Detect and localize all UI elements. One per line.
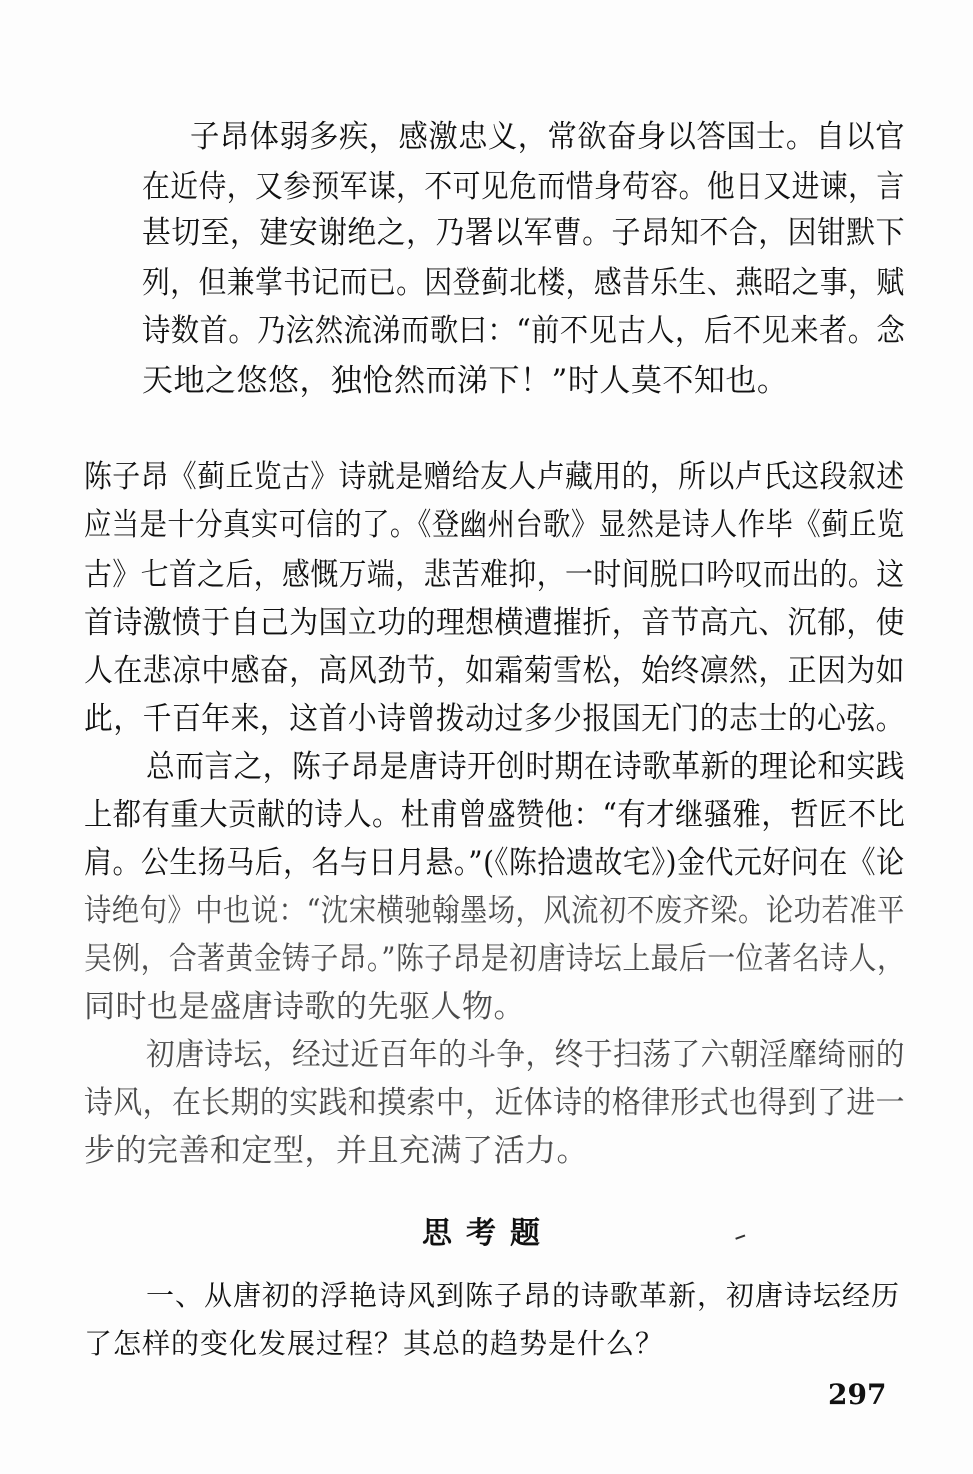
text-line: 总而言之，陈子昂是唐诗开创时期在诗歌革新的理论和实践 xyxy=(146,749,905,785)
text-line: 人在悲凉中感奋，高风劲节，如霜菊雪松，始终凛然，正因为如 xyxy=(84,653,905,689)
text-line: 肩。公生扬马后，名与日月悬。”(《陈拾遗故宅》)金代元好问在《论 xyxy=(84,845,905,881)
text-line: 上都有重大贡献的诗人。杜甫曾盛赞他：“有才继骚雅，哲匠不比 xyxy=(84,797,906,833)
text-line: 诗绝句》中也说：“沈宋横驰翰墨场，风流初不废齐梁。论功若准平 xyxy=(84,893,905,929)
text-line: 吴例，合著黄金铸子昂。”陈子昂是初唐诗坛上最后一位著名诗人， xyxy=(84,941,906,977)
quote-line: 诗数首。乃泫然流涕而歌曰：“前不见古人，后不见来者。念 xyxy=(142,313,906,349)
quote-line: 在近侍，又参预军谋，不可见危而惜身苟容。他日又进谏，言 xyxy=(142,169,905,205)
text-line: 初唐诗坛，经过近百年的斗争，终于扫荡了六朝淫靡绮丽的 xyxy=(146,1037,905,1073)
text-line: 此，千百年来，这首小诗曾拨动过多少报国无门的志士的心弦。 xyxy=(84,701,905,737)
quote-line: 列，但兼掌书记而已。因登蓟北楼，感昔乐生、燕昭之事，赋 xyxy=(142,265,905,301)
text-line: 步的完善和定型，并且充满了活力。 xyxy=(84,1133,588,1169)
question-line: 一、从唐初的浮艳诗风到陈子昂的诗歌革新，初唐诗坛经历 xyxy=(146,1279,901,1312)
section-title: 思考题 xyxy=(422,1216,554,1251)
quote-line: 天地之悠悠，独怆然而涕下！”时人莫不知也。 xyxy=(142,363,789,399)
text-line: 应当是十分真实可信的了。《登幽州台歌》显然是诗人作毕《蓟丘览 xyxy=(84,507,905,543)
ink-mark xyxy=(735,1234,746,1243)
text-line: 诗风，在长期的实践和摸索中，近体诗的格律形式也得到了进一 xyxy=(84,1085,905,1121)
text-line: 陈子昂《蓟丘览古》诗就是赠给友人卢藏用的，所以卢氏这段叙述 xyxy=(84,459,905,495)
quote-line: 甚切至，建安谢绝之，乃署以军曹。子昂知不合，因钳默下 xyxy=(142,215,905,251)
text-line: 古》七首之后，感慨万端，悲苦难抑，一时间脱口吟叹而出的。这 xyxy=(84,557,905,593)
question-line: 了怎样的变化发展过程？其总的趋势是什么？ xyxy=(84,1327,665,1360)
quote-line: 子昂体弱多疾，感激忠义，常欲奋身以答国士。自以官 xyxy=(190,119,906,155)
text-line: 同时也是盛唐诗歌的先驱人物。 xyxy=(84,989,525,1025)
page-number: 297 xyxy=(828,1378,887,1411)
text-line: 首诗激愤于自己为国立功的理想横遭摧折，音节高亢、沉郁，使 xyxy=(84,605,905,641)
